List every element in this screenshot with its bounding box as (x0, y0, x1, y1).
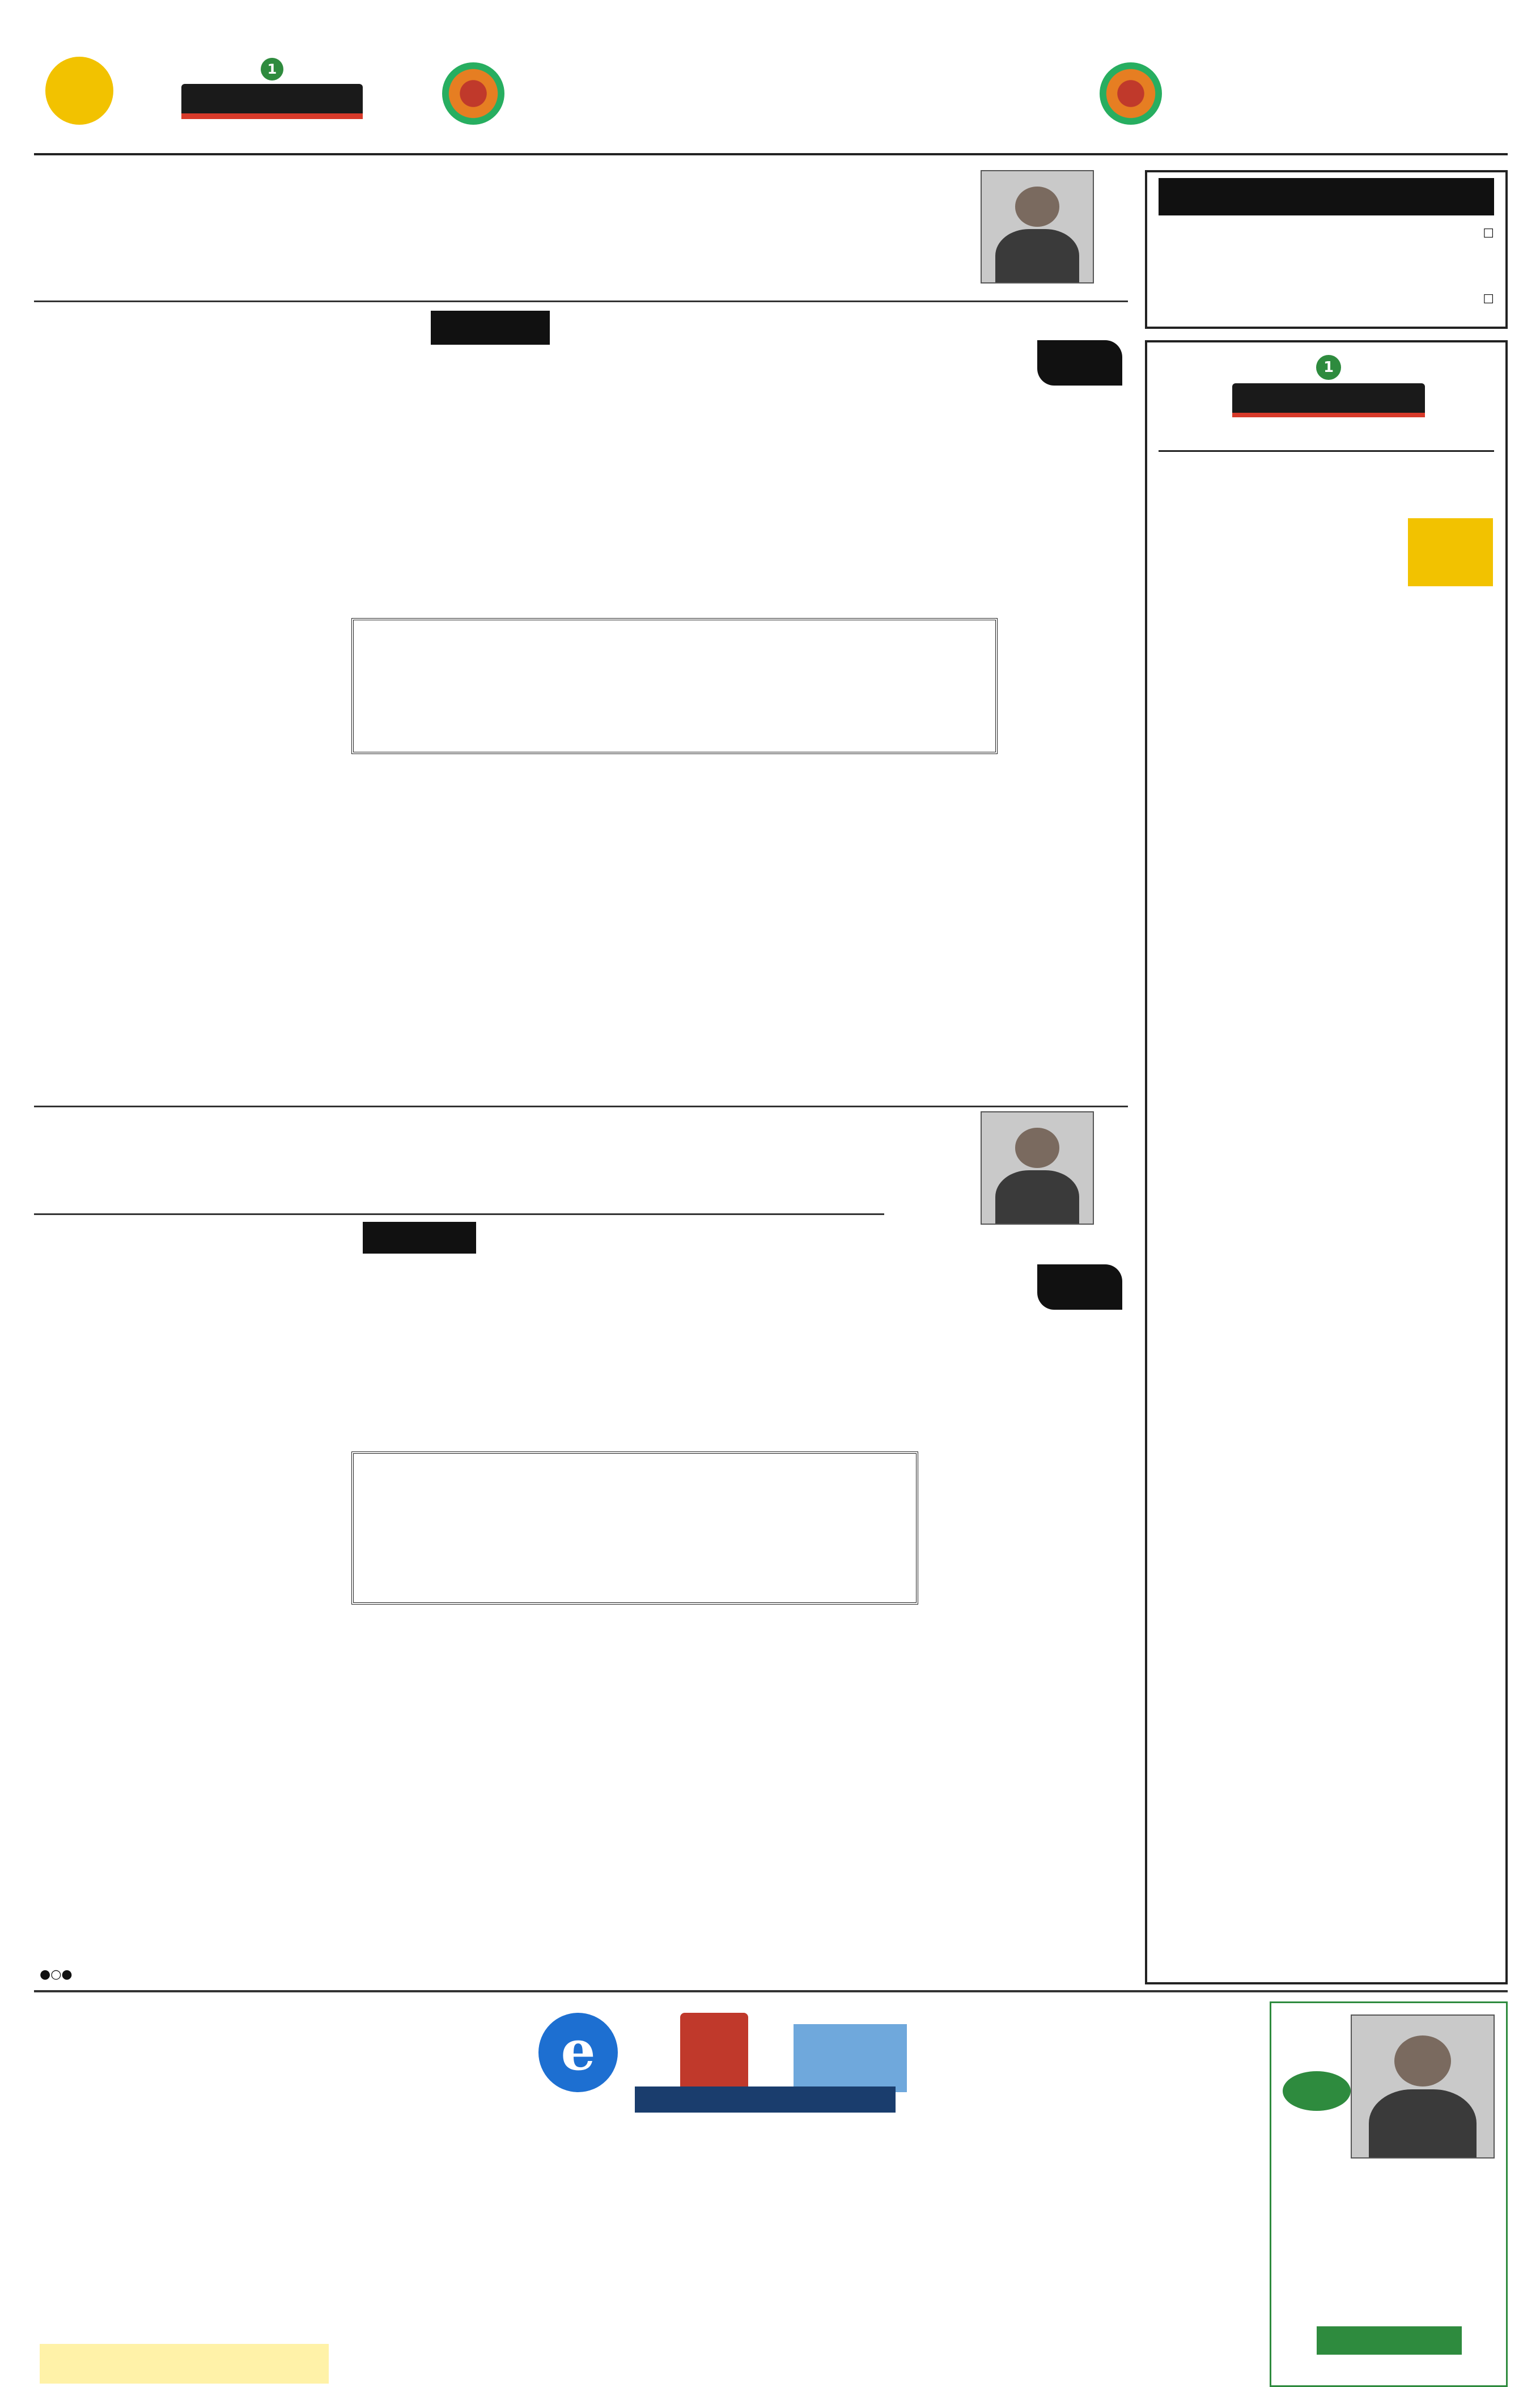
second-article-pullquote (351, 1451, 918, 1605)
main-article-column-5 (40, 318, 255, 1015)
checkbox-icon: ☐ (1483, 227, 1494, 241)
kashmir-headline (1159, 450, 1494, 452)
end-mark-icon: ●○● (40, 1967, 73, 1982)
masthead (34, 34, 1508, 155)
aqwal-item (1159, 223, 1494, 245)
author-photo (981, 170, 1094, 283)
letter-1 (975, 2001, 1258, 2387)
brand-logo (159, 57, 385, 125)
aqwal-item (1159, 289, 1494, 311)
letter-body (510, 2194, 964, 2381)
letters-banner (510, 2001, 964, 2138)
kashmir-box (1145, 340, 1508, 1984)
second-article-column-4 (261, 1259, 482, 1979)
letter-3 (340, 2001, 499, 2387)
right-rosette-icon (1100, 62, 1162, 125)
letter-body (40, 2039, 329, 2322)
aaina-box (1270, 2001, 1508, 2387)
left-rosette-icon (442, 62, 504, 125)
main-article-pullquote (351, 618, 998, 754)
kashmir-logo (1210, 354, 1448, 428)
letter-2 (510, 2143, 964, 2387)
sahara-logo-icon (159, 57, 385, 125)
sahara-logo-icon (1210, 354, 1448, 428)
second-article-analysis-tag (363, 1222, 476, 1254)
second-article-column-5 (40, 1225, 255, 1979)
main-article-photo (981, 170, 1094, 283)
letter-4 (40, 2001, 329, 2387)
second-article-column-1 (918, 1321, 1128, 1979)
checkbox-icon: ☐ (1483, 293, 1494, 307)
aaina-poet (1317, 2326, 1462, 2355)
svg-text:1: 1 (1323, 359, 1334, 376)
aqwal-box (1145, 170, 1508, 329)
aqwal-title (1159, 178, 1494, 215)
main-article-column-tag (1037, 340, 1122, 386)
second-article-column-tag (1037, 1264, 1122, 1310)
kashmir-body (1159, 513, 1494, 1930)
svg-text:1: 1 (267, 61, 277, 77)
svg-text:e: e (561, 2018, 596, 2083)
aaina-label (1283, 2071, 1351, 2111)
letters-note (40, 2344, 329, 2384)
page-number (45, 57, 113, 125)
second-author-photo (981, 1111, 1094, 1225)
letters-banner-icon (510, 2001, 964, 2115)
letter-body (975, 2041, 1258, 2359)
letter-body (340, 2001, 499, 2359)
poet-photo (1351, 2014, 1495, 2159)
